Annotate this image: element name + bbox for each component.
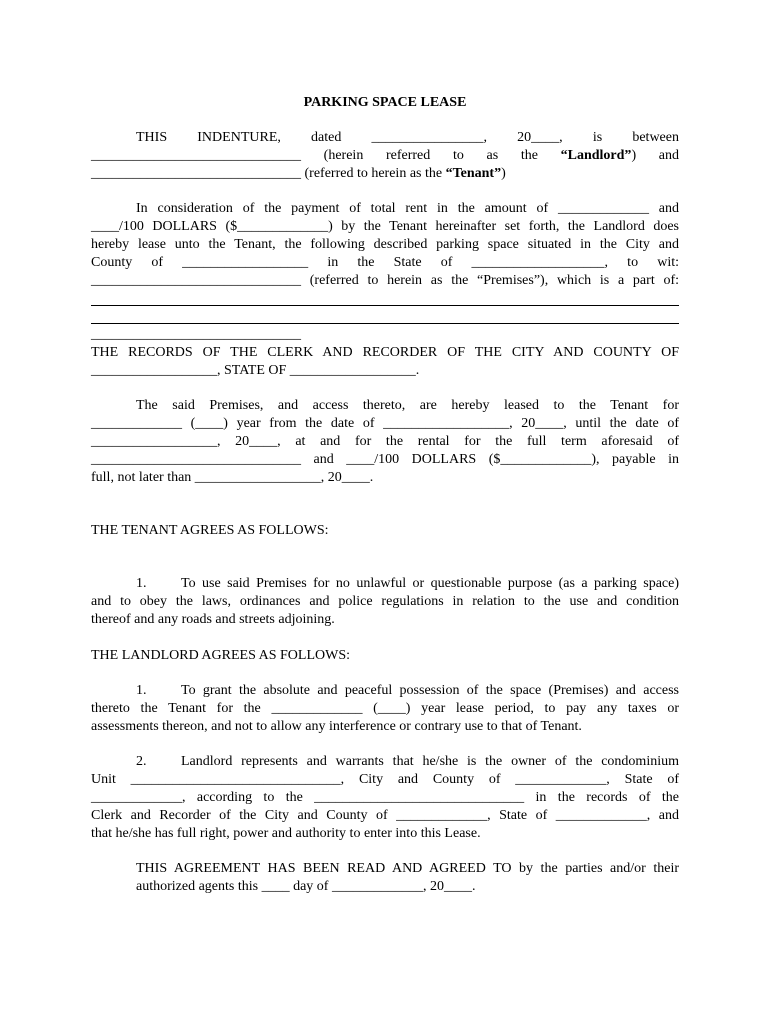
indenture-line-2-end: ) and bbox=[631, 148, 679, 163]
term-line-1: The said Premises, and access thereto, are hereby leased to the Tenant for bbox=[136, 398, 679, 413]
indenture-line-2 bbox=[91, 147, 679, 165]
closing-statement bbox=[136, 860, 679, 896]
blank-line-3: ______________________________ bbox=[91, 327, 301, 342]
indenture-paragraph bbox=[91, 129, 679, 183]
term-line-4: ______________________________ and ____/100 DOLLARS ($_____________), payable in bbox=[91, 452, 679, 467]
tenant-clause-1-line-3: thereof and any roads and streets adjoining. bbox=[91, 612, 335, 627]
landlord-clause-2-line-4: Clerk and Recorder of the City and County of _____________, State of _____________, and bbox=[91, 808, 679, 823]
indenture-line-3 bbox=[91, 165, 679, 183]
tenant-heading: THE TENANT AGREES AS FOLLOWS: bbox=[91, 523, 329, 538]
consideration-line-3: hereby lease unto the Tenant, the following described parking space situated in the City and bbox=[91, 237, 679, 252]
indenture-line-2-text: ______________________________ (herein referred to as the bbox=[91, 148, 561, 163]
document-title: PARKING SPACE LEASE bbox=[303, 95, 467, 110]
landlord-clause-2-line-3: _____________, according to the ______________________________ in the records of the bbox=[91, 790, 679, 805]
landlord-clause-2-line-2: Unit ______________________________, City and County of _____________, State of bbox=[91, 772, 679, 787]
tenant-term: “Tenant” bbox=[445, 166, 502, 181]
landlord-clause-1-line-3: assessments thereon, and not to allow any interference or contrary use to that of Tenant. bbox=[91, 719, 582, 734]
records-paragraph bbox=[91, 344, 679, 380]
tenant-clause-1-line-2: and to obey the laws, ordinances and police regulations in relation to the use and condition bbox=[91, 594, 679, 609]
consideration-line-5: ______________________________ (referred to herein as the “Premises”), which is a part of: bbox=[91, 273, 679, 288]
records-line-1: THE RECORDS OF THE CLERK AND RECORDER OF THE CITY AND COUNTY OF bbox=[91, 345, 679, 360]
tenant-clause-1-line-1 bbox=[91, 575, 679, 593]
consideration-line-1: In consideration of the payment of total rent in the amount of _____________ and bbox=[136, 201, 679, 216]
indenture-line-3-end: ) bbox=[501, 166, 506, 181]
landlord-clause-2-line-5: that he/she has full right, power and authority to enter into this Lease. bbox=[91, 826, 481, 841]
closing-line-1: THIS AGREEMENT HAS BEEN READ AND AGREED TO by the parties and/or their bbox=[136, 861, 679, 876]
landlord-clause-1 bbox=[91, 682, 679, 736]
term-line-5: full, not later than __________________, 20____. bbox=[91, 470, 374, 485]
landlord-term: “Landlord” bbox=[560, 148, 632, 163]
consideration-line-2: ____/100 DOLLARS ($_____________) by the Tenant hereinafter set forth, the Landlord does bbox=[91, 219, 679, 234]
indenture-line-1: THIS INDENTURE, dated ________________, 20____, is between bbox=[136, 130, 679, 145]
clause-number: 1. bbox=[136, 683, 147, 698]
blank-rule-1 bbox=[91, 305, 679, 306]
landlord-clause-1-line-1 bbox=[91, 682, 679, 700]
closing-line-2: authorized agents this ____ day of _____________, 20____. bbox=[136, 879, 476, 894]
tenant-clause-1 bbox=[91, 575, 679, 629]
landlord-clause-2-line-1 bbox=[91, 753, 679, 771]
term-line-3: __________________, 20____, at and for the rental for the full term aforesaid of bbox=[91, 434, 679, 449]
consideration-line-4: County of __________________ in the State of ___________________, to wit: bbox=[91, 255, 679, 270]
term-line-2: _____________ (____) year from the date of __________________, 20____, until the date of bbox=[91, 416, 679, 431]
clause-number: 2. bbox=[136, 754, 147, 769]
records-line-2: __________________, STATE OF __________________. bbox=[91, 363, 420, 378]
blank-rule-2 bbox=[91, 323, 679, 324]
tenant-clause-1-text: To use said Premises for no unlawful or questionable purpose (as a parking space) bbox=[181, 576, 679, 591]
landlord-heading: THE LANDLORD AGREES AS FOLLOWS: bbox=[91, 648, 351, 663]
indenture-line-3-text: ______________________________ (referred to herein as the bbox=[91, 166, 446, 181]
clause-number: 1. bbox=[136, 576, 147, 591]
landlord-clause-1-text: To grant the absolute and peaceful possession of the space (Premises) and access bbox=[181, 683, 679, 698]
landlord-clause-2 bbox=[91, 753, 679, 843]
landlord-clause-1-line-2: thereto the Tenant for the _____________ (____) year lease period, to pay any taxes or bbox=[91, 701, 679, 716]
consideration-paragraph bbox=[91, 200, 679, 290]
landlord-clause-2-text: Landlord represents and warrants that he/she is the owner of the condominium bbox=[181, 754, 679, 769]
term-paragraph bbox=[91, 397, 679, 487]
